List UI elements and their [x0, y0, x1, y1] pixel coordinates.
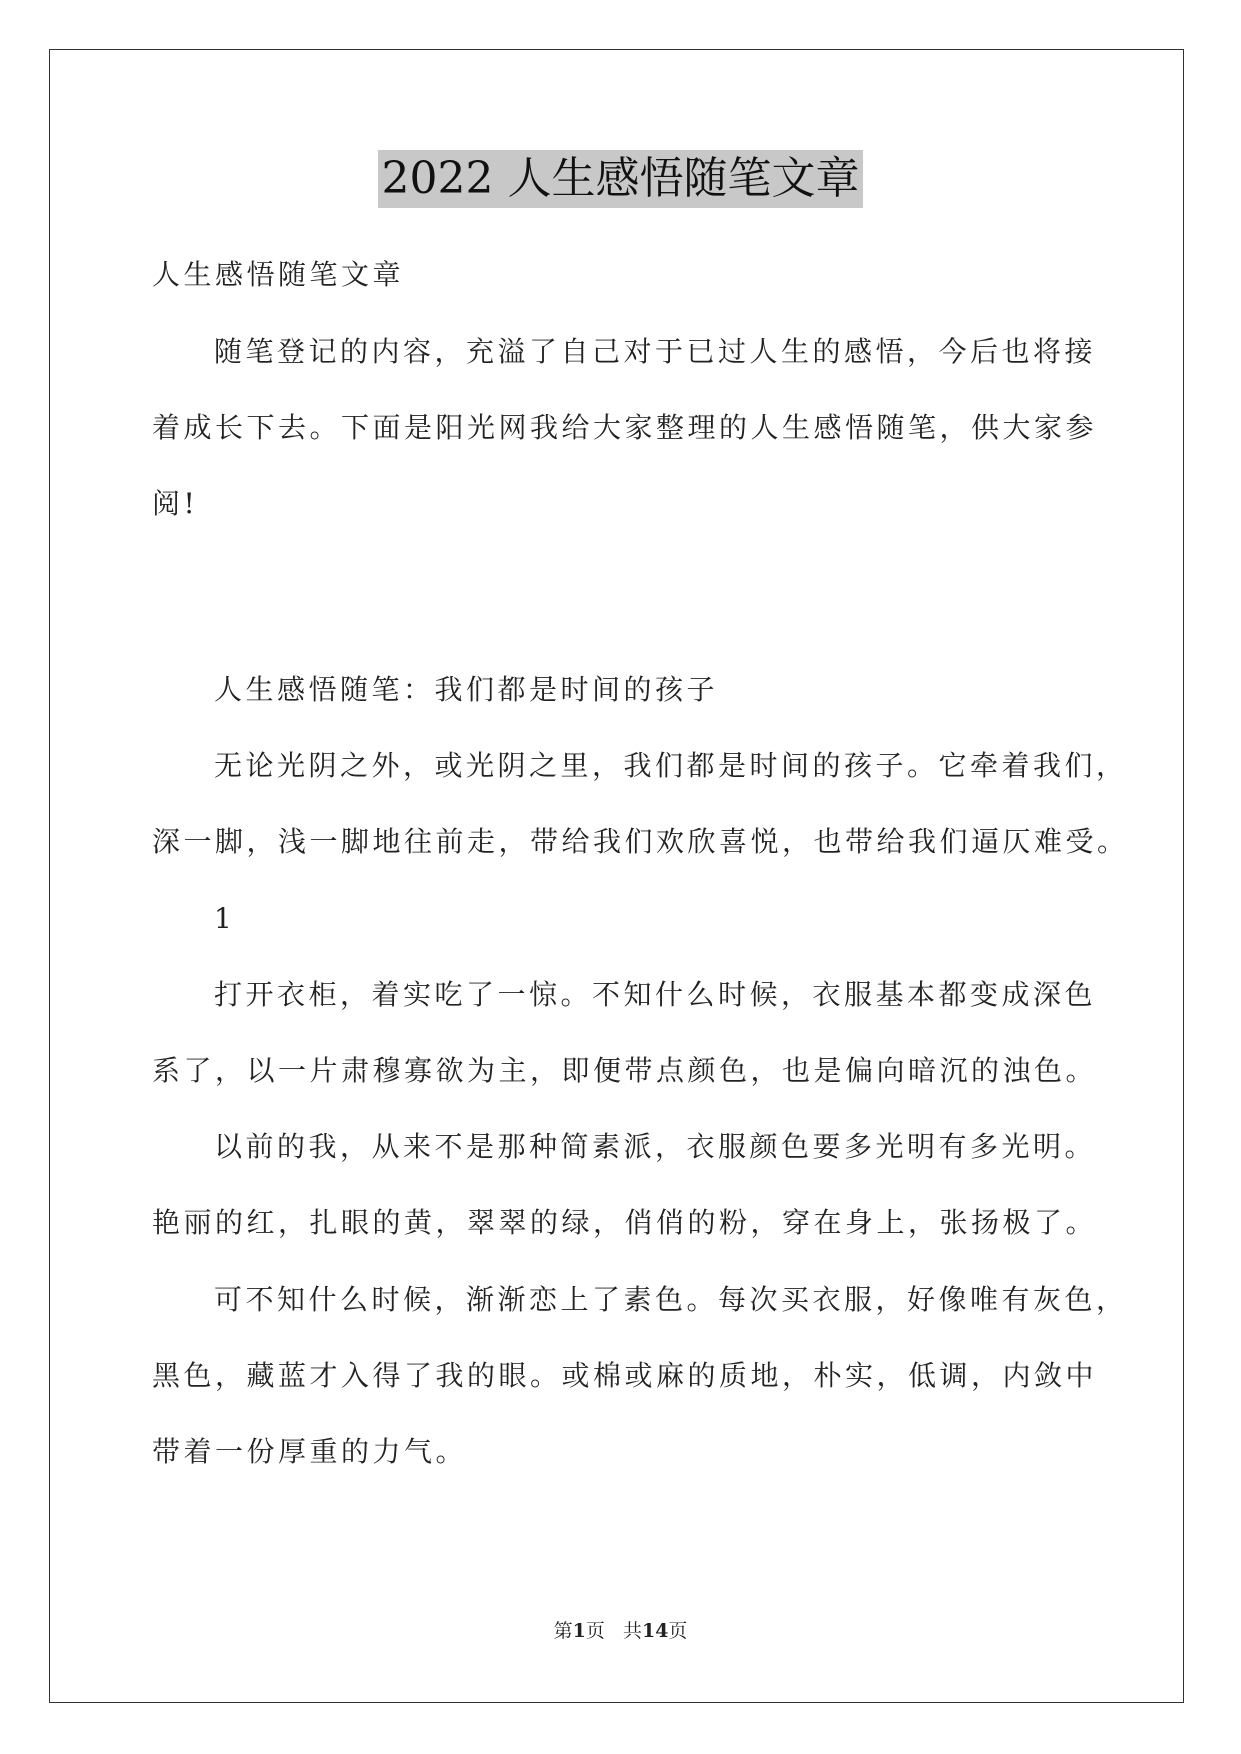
page-footer [0, 1616, 1241, 1643]
paragraph-line: 以前的我，从来不是那种简素派，衣服颜色要多光明有多光明。 [214, 1130, 1097, 1163]
paragraph-line: 着成长下去。下面是阳光网我给大家整理的人生感悟随笔，供大家参 [152, 411, 1098, 444]
total-suffix: 页 [668, 1620, 688, 1642]
subtitle: 人生感悟随笔文章 [152, 258, 405, 291]
paragraph-line: 艳丽的红，扎眼的黄，翠翠的绿，俏俏的粉，穿在身上，张扬极了。 [152, 1206, 1098, 1239]
document-title: 2022 人生感悟随笔文章 [378, 150, 864, 208]
paragraph-line: 随笔登记的内容，充溢了自己对于已过人生的感悟，今后也将接 [214, 335, 1097, 368]
paragraph-line: 深一脚，浅一脚地往前走，带给我们欢欣喜悦，也带给我们逼仄难受。 [152, 825, 1129, 858]
paragraph-line: 可不知什么时候，渐渐恋上了素色。每次买衣服，好像唯有灰色， [214, 1283, 1128, 1316]
paragraph-line: 无论光阴之外，或光阴之里，我们都是时间的孩子。它牵着我们， [214, 749, 1128, 782]
section-number: 1 [214, 902, 236, 935]
paragraph-line: 阅! [152, 487, 199, 520]
page-prefix: 第 [553, 1620, 573, 1642]
page-number: 1 [572, 1620, 586, 1642]
paragraph-line: 黑色，藏蓝才入得了我的眼。或棉或麻的质地，朴实，低调，内敛中 [152, 1359, 1098, 1392]
total-pages: 14 [641, 1620, 669, 1642]
title-container [0, 150, 1241, 208]
section-heading: 人生感悟随笔：我们都是时间的孩子 [214, 673, 719, 706]
paragraph-line: 带着一份厚重的力气。 [152, 1435, 468, 1468]
total-prefix: 共 [622, 1620, 642, 1642]
paragraph-line: 打开衣柜，着实吃了一惊。不知什么时候，衣服基本都变成深色 [214, 978, 1097, 1011]
page-suffix: 页 [585, 1620, 605, 1642]
paragraph-line: 系了，以一片肃穆寡欲为主，即便带点颜色，也是偏向暗沉的浊色。 [152, 1054, 1098, 1087]
